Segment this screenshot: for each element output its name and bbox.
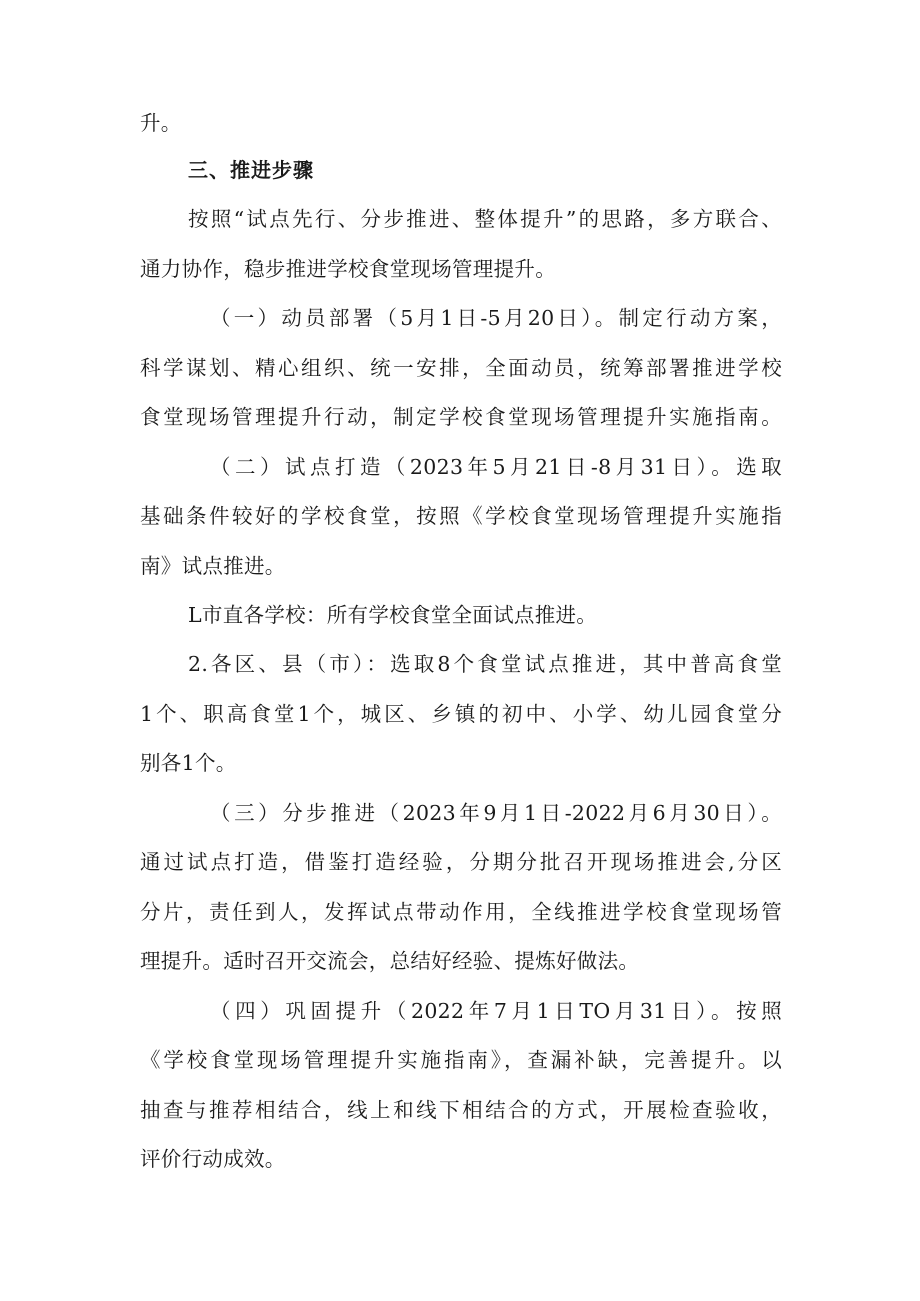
text-line-continuation: 升。 xyxy=(140,111,182,135)
step2-line-3: 南》试点推进。 xyxy=(140,554,286,578)
list-item-2-line-1: 2.各区、县（市）：选取8个食堂试点推进，其中普高食堂 xyxy=(188,652,782,676)
step4-line-4: 评价行动成效。 xyxy=(140,1147,286,1171)
step3-line-4: 理提升。适时召开交流会，总结好经验、提炼好做法。 xyxy=(140,949,640,973)
paragraph-intro-line-2: 通力协作，稳步推进学校食堂现场管理提升。 xyxy=(140,257,556,281)
list-item-2-line-2: 1个、职高食堂1个，城区、乡镇的初中、小学、幼儿园食堂分 xyxy=(140,702,782,726)
step3-line-3: 分片，责任到人，发挥试点带动作用，全线推进学校食堂现场管 xyxy=(140,900,782,924)
step2-line-2: 基础条件较好的学校食堂，按照《学校食堂现场管理提升实施指 xyxy=(140,504,782,528)
step1-line-2: 科学谋划、精心组织、统一安排，全面动员，统筹部署推进学校 xyxy=(140,356,782,380)
step4-line-3: 抽查与推荐相结合，线上和线下相结合的方式，开展检查验收， xyxy=(140,1098,782,1122)
step3-line-1: （三）分步推进（2023年9月1日-2022月6月30日）。 xyxy=(210,801,782,825)
section-heading: 三、推进步骤 xyxy=(188,158,314,182)
paragraph-intro-line-1: 按照“试点先行、分步推进、整体提升”的思路，多方联合、 xyxy=(188,207,782,231)
step1-line-3: 食堂现场管理提升行动，制定学校食堂现场管理提升实施指南。 xyxy=(140,405,782,429)
step2-line-1: （二）试点打造（2023年5月21日-8月31日）。选取 xyxy=(210,455,782,479)
list-item-1: L市直各学校：所有学校食堂全面试点推进。 xyxy=(188,603,598,627)
step4-line-2: 《学校食堂现场管理提升实施指南》，查漏补缺，完善提升。以 xyxy=(140,1048,782,1072)
step4-line-1: （四）巩固提升（2022年7月1日TO月31日）。按照 xyxy=(210,999,782,1023)
step1-line-1: （一）动员部署（5月1日-5月20日）。制定行动方案， xyxy=(210,306,782,330)
list-item-2-line-3: 别各1个。 xyxy=(140,751,237,775)
step3-line-2: 通过试点打造，借鉴打造经验，分期分批召开现场推进会,分区 xyxy=(140,850,782,874)
